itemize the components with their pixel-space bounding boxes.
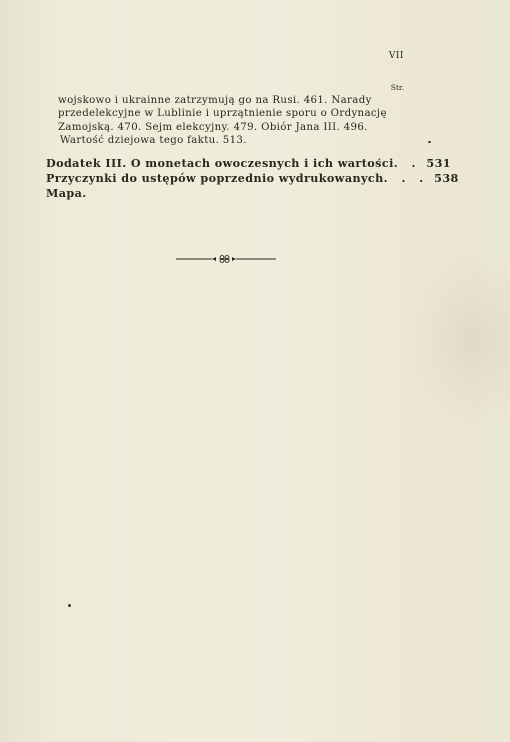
paper-speck: [68, 604, 71, 607]
toc-line: Zamojską. 470. Sejm elekcyjny. 479. Obiór Jana III. 496.: [58, 121, 368, 133]
toc-line: przedelekcyjne w Lublinie i uprzątnienie sporu o Ordynację: [58, 108, 387, 120]
toc-entry-leader: . .: [393, 156, 421, 170]
toc-entry-title: Mapa.: [46, 186, 87, 200]
toc-continued-paragraph: [58, 94, 387, 148]
toc-entry-page: 531: [426, 156, 451, 170]
toc-entry-title: Dodatek III. O monetach owoczesnych i ich wartości: [46, 156, 394, 170]
toc-entry-leader: . . .: [383, 171, 429, 185]
toc-entry-przyczynki: [46, 171, 459, 185]
toc-entry-dodatek: [46, 156, 451, 170]
toc-line: Wartość dziejowa tego faktu. 513.: [60, 135, 247, 147]
toc-line: wojskowo i ukrainne zatrzymują go na Rusi. 461. Narady: [58, 95, 372, 106]
page-column-label: Str.: [390, 83, 404, 92]
toc-entry-page: 538: [434, 171, 459, 185]
toc-entry-title: Przyczynki do ustępów poprzednio wydrukowanych: [46, 171, 384, 185]
ornamental-divider-icon: [176, 254, 276, 264]
paper-stain: [400, 250, 510, 430]
paper-speck: [428, 141, 431, 143]
toc-entry-mapa: [46, 186, 402, 200]
page-number: VII: [388, 51, 404, 61]
